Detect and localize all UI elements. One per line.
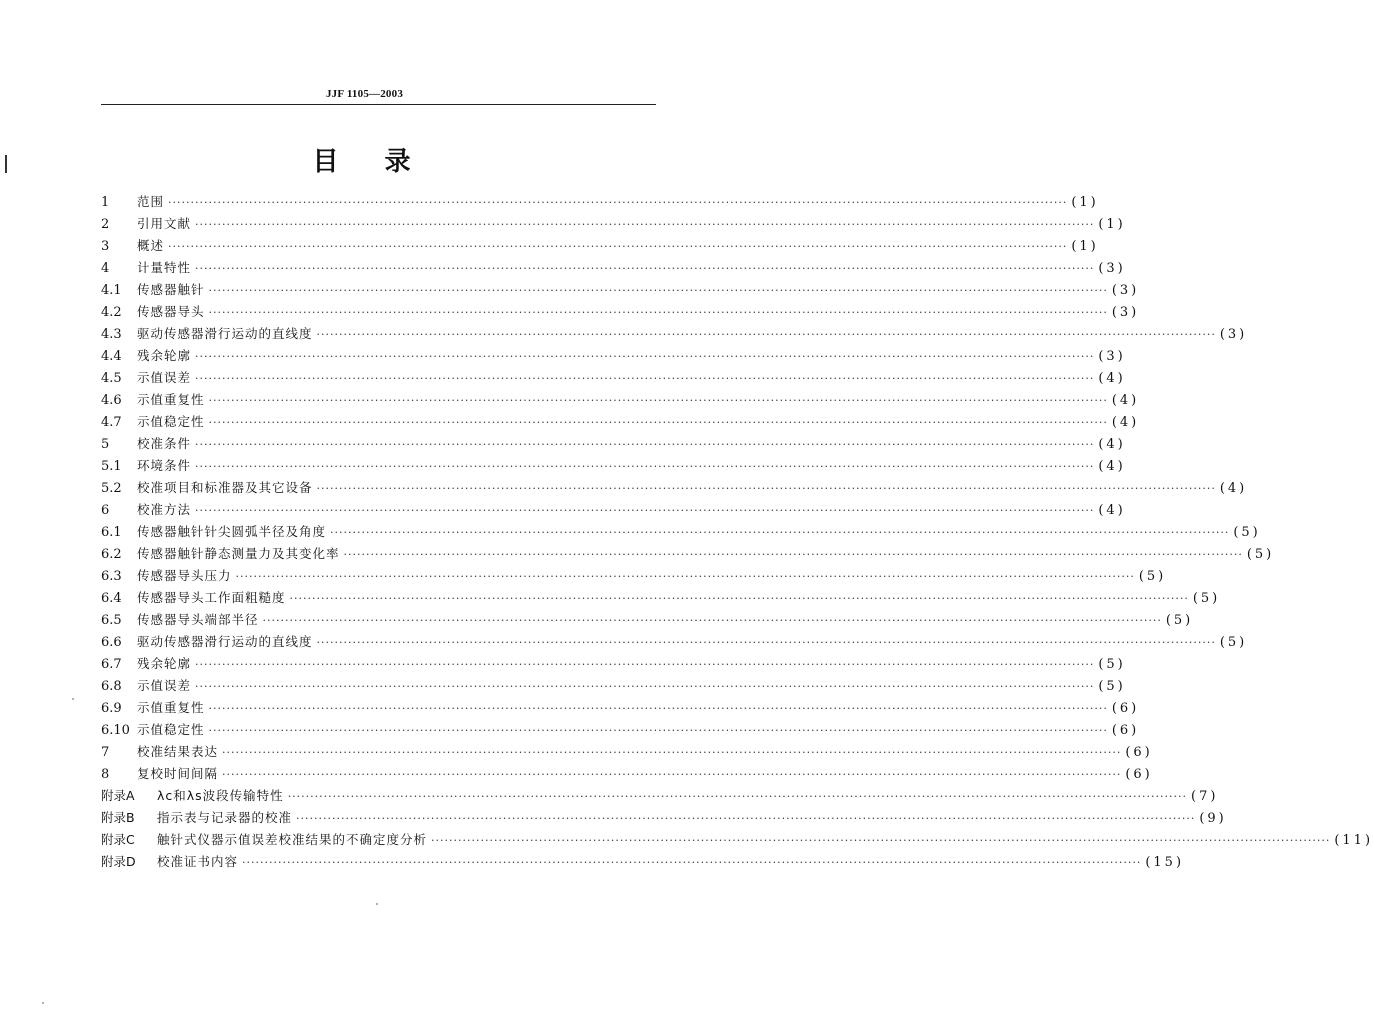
- toc-entry: [101, 763, 1153, 785]
- toc-entry-number: 7: [101, 745, 110, 760]
- toc-entry-number: 附录C: [101, 832, 135, 847]
- toc-dot-leader: ········································································································································································································: [208, 702, 1108, 715]
- toc-entry-title: 示值稳定性: [137, 722, 205, 737]
- toc-dot-leader: ········································································································································································································: [208, 724, 1108, 737]
- toc-entry-page: (1): [1071, 239, 1099, 254]
- toc-dot-leader: ········································································································································································································: [262, 614, 1162, 627]
- toc-entry-page: (5): [1098, 679, 1126, 694]
- toc-dot-leader: ········································································································································································································: [195, 350, 1095, 363]
- toc-entry-page: (5): [1246, 547, 1275, 562]
- toc-entry: [101, 257, 1126, 279]
- toc-entry-number: 6.1: [101, 525, 122, 540]
- toc-entry-title: 传感器导头端部半径: [137, 612, 259, 627]
- toc-entry-title: 校准结果表达: [137, 744, 219, 759]
- toc-entry-number: 5.1: [101, 459, 122, 474]
- toc-entry: [101, 543, 1275, 565]
- toc-dot-leader: ········································································································································································································: [287, 790, 1188, 803]
- toc-entry-page: (3): [1098, 261, 1126, 276]
- toc-entry-title: 驱动传感器滑行运动的直线度: [137, 634, 313, 649]
- toc-entry-page: (6): [1111, 723, 1140, 738]
- toc-dot-leader: ········································································································································································································: [195, 262, 1095, 275]
- toc-entry-title: 示值误差: [137, 370, 192, 385]
- toc-dot-leader: ········································································································································································································: [195, 658, 1095, 671]
- toc-dot-leader: ········································································································································································································: [316, 636, 1216, 649]
- toc-entry-page: (4): [1219, 481, 1248, 496]
- toc-entry-page: (5): [1219, 635, 1248, 650]
- toc-entry-number: 6.6: [101, 635, 122, 650]
- toc-entry: [101, 829, 1373, 851]
- toc-entry-page: (4): [1098, 459, 1126, 474]
- toc-entry-page: (4): [1098, 371, 1126, 386]
- toc-entry-title: 示值重复性: [137, 700, 205, 715]
- toc-entry-title: 校准项目和标准器及其它设备: [137, 480, 313, 495]
- toc-entry-number: 4.7: [101, 415, 122, 430]
- toc-entry: [101, 411, 1140, 433]
- toc-dot-leader: ········································································································································································································: [316, 328, 1216, 341]
- toc-entry-title: 驱动传感器滑行运动的直线度: [137, 326, 313, 341]
- toc-entry-title: 触针式仪器示值误差校准结果的不确定度分析: [157, 832, 428, 847]
- toc-dot-leader: ········································································································································································································: [195, 680, 1095, 693]
- toc-entry-number: 8: [101, 767, 110, 782]
- toc-entry-title: 传感器导头压力: [137, 568, 232, 583]
- toc-entry-number: 附录D: [101, 854, 136, 869]
- toc-entry-number: 6.9: [101, 701, 122, 716]
- toc-entry-page: (7): [1191, 789, 1219, 804]
- toc-entry: [101, 455, 1126, 477]
- toc-entry-page: (1): [1071, 195, 1099, 210]
- toc-entry-page: (5): [1098, 657, 1126, 672]
- toc-entry-page: (6): [1125, 745, 1153, 760]
- toc-entry: [101, 477, 1248, 499]
- toc-entry: [101, 565, 1167, 587]
- toc-entry-title: 传感器导头: [137, 304, 205, 319]
- toc-entry: [101, 235, 1099, 257]
- toc-entry-title: 残余轮廓: [137, 348, 192, 363]
- document-code-header: JJF 1105—2003: [325, 88, 404, 100]
- toc-entry-title: 校准证书内容: [157, 854, 239, 869]
- toc-entry-number: 4.1: [101, 283, 122, 298]
- toc-entry-title: 范围: [137, 194, 165, 209]
- toc-entry: [101, 851, 1185, 873]
- toc-entry-page: (5): [1233, 525, 1261, 540]
- toc-entry: [101, 719, 1140, 741]
- toc-entry-title: 传感器触针静态测量力及其变化率: [137, 546, 340, 561]
- toc-entry-title: 概述: [137, 238, 165, 253]
- toc-entry-page: (11): [1334, 833, 1373, 848]
- toc-entry-page: (6): [1125, 767, 1153, 782]
- toc-entry-number: 6.8: [101, 679, 122, 694]
- toc-dot-leader: ········································································································································································································: [431, 834, 1331, 847]
- toc-entry-number: 3: [101, 239, 110, 254]
- toc-entry-number: 5: [101, 437, 110, 452]
- toc-dot-leader: ········································································································································································································: [195, 218, 1095, 231]
- toc-entry: [101, 587, 1221, 609]
- toc-entry-title: 示值重复性: [137, 392, 205, 407]
- toc-entry-number: 6.5: [101, 613, 122, 628]
- toc-entry-title: 传感器触针: [137, 282, 205, 297]
- toc-entry: [101, 675, 1126, 697]
- header-rule: [101, 104, 656, 105]
- toc-entry-number: 5.2: [101, 481, 122, 496]
- toc-entry: [101, 301, 1140, 323]
- toc-entry-title: 计量特性: [137, 260, 192, 275]
- scan-speck: [42, 1002, 44, 1004]
- toc-dot-leader: ········································································································································································································: [289, 592, 1189, 605]
- toc-entry-number: 6: [101, 503, 110, 518]
- toc-dot-leader: ········································································································································································································: [235, 570, 1135, 583]
- toc-entry-page: (15): [1145, 855, 1185, 870]
- toc-entry-page: (4): [1111, 393, 1140, 408]
- toc-entry-title: 残余轮廓: [137, 656, 192, 671]
- toc-entry-page: (5): [1138, 569, 1167, 584]
- toc-dot-leader: ········································································································································································································: [208, 394, 1108, 407]
- toc-dot-leader: ········································································································································································································: [330, 526, 1230, 539]
- toc-entry: [101, 521, 1261, 543]
- toc-entry: [101, 279, 1140, 301]
- toc-entry: [101, 697, 1140, 719]
- toc-entry-title: 引用文献: [137, 216, 192, 231]
- toc-entry: [101, 367, 1126, 389]
- toc-dot-leader: ········································································································································································································: [195, 438, 1095, 451]
- toc-entry-title: 复校时间间隔: [137, 766, 219, 781]
- toc-entry-number: 6.10: [101, 723, 130, 738]
- toc-entry: [101, 653, 1126, 675]
- toc-entry: [101, 191, 1099, 213]
- toc-entry-number: 附录B: [101, 810, 135, 825]
- toc-dot-leader: ········································································································································································································: [195, 460, 1095, 473]
- toc-entry-number: 4.6: [101, 393, 122, 408]
- toc-dot-leader: ········································································································································································································: [208, 416, 1108, 429]
- toc-entry-number: 1: [101, 195, 110, 210]
- toc-entry-number: 6.7: [101, 657, 122, 672]
- toc-entry-page: (5): [1165, 613, 1194, 628]
- toc-entry-number: 6.2: [101, 547, 122, 562]
- toc-dot-leader: ········································································································································································································: [222, 746, 1122, 759]
- toc-entry-number: 4.4: [101, 349, 122, 364]
- toc-dot-leader: ········································································································································································································: [168, 240, 1068, 253]
- toc-entry: [101, 323, 1248, 345]
- toc-entry-title: 示值稳定性: [137, 414, 205, 429]
- toc-entry-number: 附录A: [101, 788, 135, 803]
- toc-entry-page: (4): [1111, 415, 1140, 430]
- toc-entry-title: 示值误差: [137, 678, 192, 693]
- toc-dot-leader: ········································································································································································································: [195, 372, 1095, 385]
- toc-entry: [101, 609, 1194, 631]
- toc-entry-title: 指示表与记录器的校准: [157, 810, 293, 825]
- toc-entry: [101, 785, 1219, 807]
- toc-entry-title: 传感器导头工作面粗糙度: [137, 590, 286, 605]
- toc-entry-number: 2: [101, 217, 110, 232]
- toc-entry-number: 4.2: [101, 305, 122, 320]
- toc-dot-leader: ········································································································································································································: [296, 812, 1196, 825]
- toc-entry-number: 6.4: [101, 591, 122, 606]
- toc-dot-leader: ········································································································································································································: [222, 768, 1122, 781]
- scan-speck: [72, 698, 74, 700]
- toc-dot-leader: ········································································································································································································: [168, 196, 1068, 209]
- page-title: 目录: [312, 147, 457, 177]
- toc-dot-leader: ········································································································································································································: [343, 548, 1243, 561]
- toc-dot-leader: ········································································································································································································: [208, 306, 1108, 319]
- toc-entry-title: λc和λs波段传输特性: [157, 788, 284, 803]
- toc-entry-page: (4): [1098, 503, 1126, 518]
- toc-entry-page: (4): [1098, 437, 1126, 452]
- toc-entry-number: 4.3: [101, 327, 122, 342]
- toc-entry: [101, 807, 1227, 829]
- toc-entry-page: (3): [1111, 305, 1140, 320]
- toc-entry: [101, 345, 1126, 367]
- toc-dot-leader: ········································································································································································································: [195, 504, 1095, 517]
- toc-entry: [101, 433, 1126, 455]
- toc-entry-page: (3): [1111, 283, 1140, 298]
- toc-entry-title: 校准方法: [137, 502, 192, 517]
- toc-entry: [101, 213, 1126, 235]
- toc-entry-number: 6.3: [101, 569, 122, 584]
- toc-entry-page: (5): [1192, 591, 1221, 606]
- table-of-contents: [101, 191, 1373, 873]
- toc-dot-leader: ········································································································································································································: [208, 284, 1108, 297]
- toc-entry-title: 校准条件: [137, 436, 192, 451]
- toc-entry: [101, 741, 1153, 763]
- toc-entry-number: 4: [101, 261, 110, 276]
- toc-entry-title: 传感器触针针尖圆弧半径及角度: [137, 524, 327, 539]
- toc-entry: [101, 389, 1140, 411]
- toc-entry: [101, 631, 1248, 653]
- scan-speck: [376, 903, 378, 905]
- toc-entry-number: 4.5: [101, 371, 122, 386]
- toc-dot-leader: ········································································································································································································: [242, 856, 1142, 869]
- toc-entry-page: (6): [1111, 701, 1140, 716]
- toc-entry-page: (3): [1219, 327, 1248, 342]
- toc-entry: [101, 499, 1126, 521]
- toc-dot-leader: ········································································································································································································: [316, 482, 1216, 495]
- toc-entry-title: 环境条件: [137, 458, 192, 473]
- toc-entry-page: (9): [1199, 811, 1227, 826]
- toc-entry-page: (1): [1098, 217, 1126, 232]
- toc-entry-page: (3): [1098, 349, 1126, 364]
